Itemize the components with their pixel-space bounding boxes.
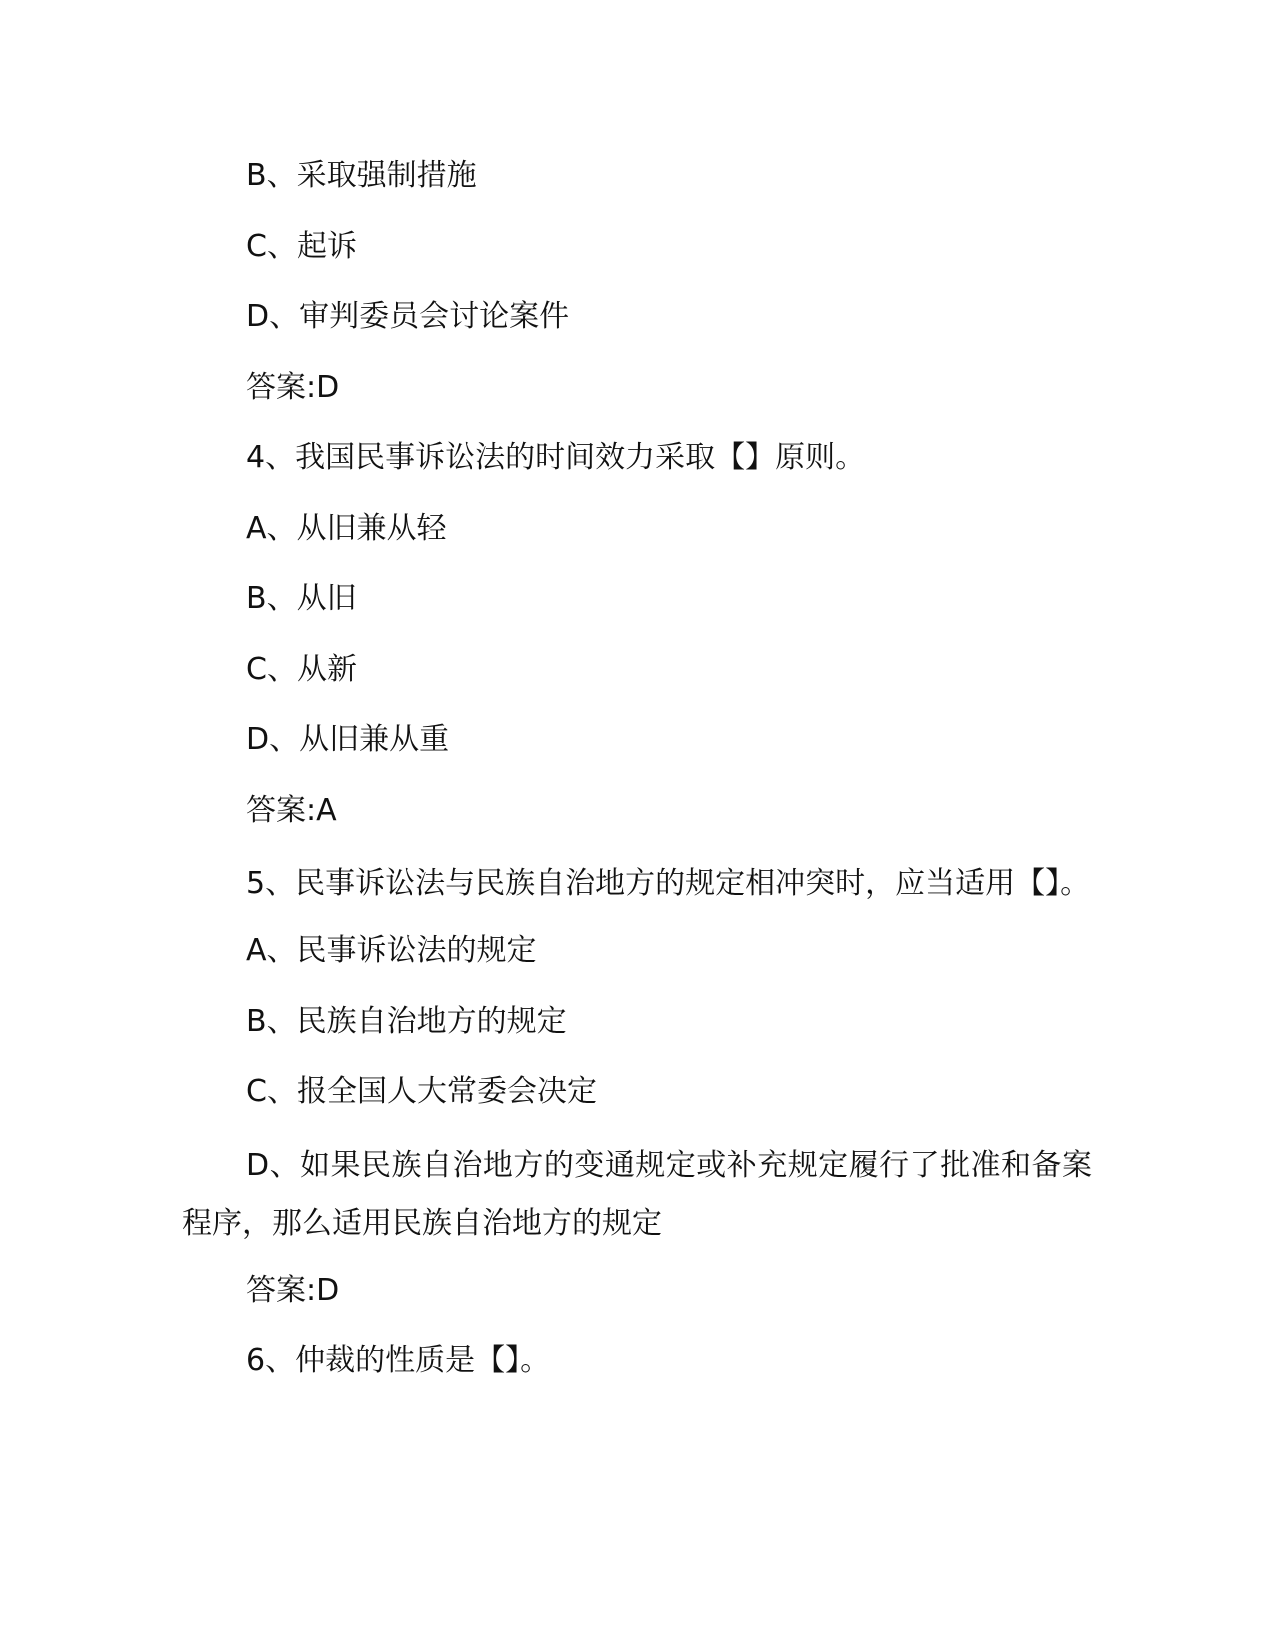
q5-option-a: A、民事诉讼法的规定 [246, 933, 537, 968]
q4-option-d: D、从旧兼从重 [246, 722, 450, 757]
q3-answer: 答案:D [246, 369, 340, 405]
q4-option-a: A、从旧兼从轻 [246, 510, 447, 546]
document-body [182, 150, 1092, 1406]
q5-question: 5、民事诉讼法与民族自治地方的规定相冲突时，应当适用【】。 [246, 866, 1091, 901]
q3-option-d: D、审判委员会讨论案件 [246, 299, 570, 334]
q4-option-c: C、从新 [246, 651, 357, 687]
q5-option-b: B、民族自治地方的规定 [246, 1003, 567, 1039]
q3-option-b: B、采取强制措施 [246, 158, 477, 193]
q3-option-c: C、起诉 [246, 228, 357, 264]
q4-option-b: B、从旧 [246, 581, 357, 616]
q4-answer: 答案:A [246, 792, 337, 828]
q6-question: 6、仲裁的性质是【】。 [246, 1343, 551, 1378]
q4-question: 4、我国民事诉讼法的时间效力采取【】原则。 [246, 440, 866, 475]
q5-option-d: D、如果民族自治地方的变通规定或补充规定履行了批准和备案程序，那么适用民族自治地方的规定 [182, 1147, 1092, 1241]
q5-option-c: C、报全国人大常委会决定 [246, 1074, 597, 1109]
q5-answer: 答案:D [246, 1272, 340, 1308]
